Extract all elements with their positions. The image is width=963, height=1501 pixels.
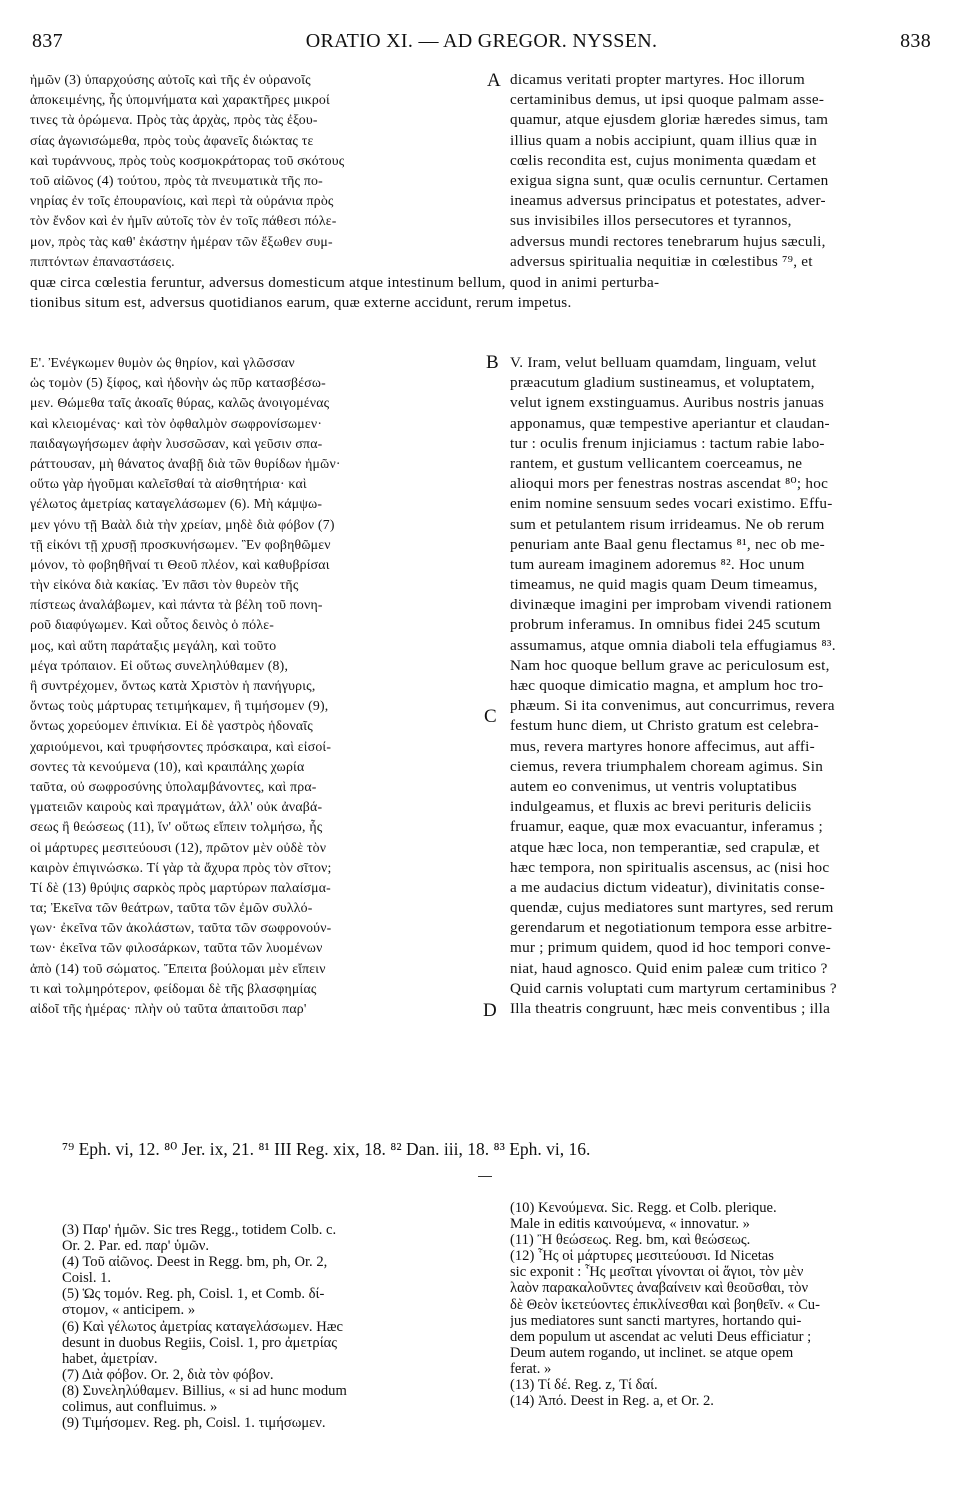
text-line: adversus spiritualia nequitiæ in cœlestibus ⁷⁹, et <box>510 252 813 270</box>
text-line: καιρὸν ἐπιγινώσκω. Τί γὰρ τὰ ἄχυρα πρὸς τὸν σῖτον; <box>30 859 332 875</box>
text-line: ταῦτα, οὐ σωφροσύνης ὑπολαμβάνοντες, καὶ πρα- <box>30 778 317 794</box>
text-line: hæc quoque dimicatio magna, et amplum hoc tro- <box>510 677 824 694</box>
text-line: μος, καὶ αὕτη παράταξις μεγάλη, καὶ τοῦτο <box>30 637 277 653</box>
text-line: λαὸν παρακαλοῦντες ἀναβαίνειν καὶ θεοῦσθαι, τὸν <box>510 1280 809 1297</box>
text-line: ἀποκειμένης, ἧς ὑπομνήματα καὶ χαρακτῆρες μικροί <box>30 92 330 108</box>
text-line: alioqui mors per fenestras nostras ascendat ⁸⁰; hoc <box>510 475 829 493</box>
page-number-left: 837 <box>32 30 63 52</box>
margin-marker-d: D <box>483 1000 497 1021</box>
text-line: dicamus veritati propter martyres. Hoc illorum <box>510 71 805 88</box>
text-line: ineamus adversus principatus et potestates, adver- <box>510 192 826 210</box>
latin-full-width-text <box>30 273 935 313</box>
latin-column-2 <box>510 353 837 1019</box>
text-line: ciemus, revera triumphalem choream agimus. Sin <box>510 757 824 775</box>
greek-column-1 <box>30 70 344 272</box>
text-line: adversus mundi rectores tenebrarum hujus sæculi, <box>510 232 826 250</box>
text-line: certaminibus demus, ut ipsi quoque palmam asse- <box>510 91 825 109</box>
text-line: ροῦ διαφύγωμεν. Καὶ οὗτος δεινὸς ὁ πόλε- <box>30 617 275 633</box>
text-line: indulgeamus, et fluxis ac brevi perituris deliciis <box>510 798 812 816</box>
text-line: μέγα τρόπαιον. Εἰ οὕτως συνεληλύθαμεν (8), <box>30 657 289 673</box>
page-header <box>30 30 933 60</box>
text-line: festum hunc diem, ut Christo gratum est celebra- <box>510 717 819 735</box>
text-line: καὶ κλειομένας· καὶ τὸν ὀφθαλμὸν σωφρονίσωμεν· <box>30 415 323 431</box>
text-line: (12) Ἧς οἱ μάρτυρες μεσιτεύουσι. Id Nicetas <box>510 1248 774 1265</box>
text-line: (14) Ἀπό. Deest in Reg. a, et Or. 2. <box>510 1393 714 1410</box>
text-line: αἰδοῖ τῆς ἡμέρας· πλὴν οὐ ταῦτα ἀπαιτοῦσι παρ' <box>30 1001 307 1016</box>
text-line: παιδαγωγήσωμεν ἁφὴν λυσσῶσαν, καὶ γεῦσιν σπα- <box>30 435 323 451</box>
text-line: Deum autem rogando, ut inclinet. se atque opem <box>510 1344 794 1361</box>
text-line: rantem, et gustum vellicantem coerceamus, ne <box>510 454 803 472</box>
text-line: ὄντως τοὺς μάρτυρας τετιμήκαμεν, ἢ τιμήσομεν (9), <box>30 698 329 714</box>
text-line: sus invisibiles illos persecutores et tyrannos, <box>510 212 792 230</box>
footnotes-right <box>510 1200 820 1409</box>
text-line: tionibus situm est, adversus quotidianos earum, quæ externe accidunt, rerum impetus. <box>30 294 572 312</box>
text-line: illius quam a nobis accipiunt, quam illius quæ in <box>510 131 818 149</box>
text-line: πιπτόντων ἐπαναστάσεις. <box>30 253 175 269</box>
text-line: jus mediatores sunt sancti martyres, hortando qui- <box>510 1312 802 1329</box>
text-line: tur : oculis frenum injiciamus : tactum rabie labo- <box>510 434 825 452</box>
text-line: δὲ Θεὸν ἱκετεύοντες ἐπικλίνεσθαι καὶ βοηθεῖν. « Cu- <box>510 1296 820 1313</box>
text-line: enim nomine sensuum sedes vocari existimo. Effu- <box>510 495 833 513</box>
text-line: habet, ἀμετρίαν. <box>62 1350 158 1367</box>
text-line: (8) Συνεληλύθαμεν. Billius, « si ad hunc modum <box>62 1382 347 1399</box>
text-line: assumamus, atque omnia diaboli tela effugiamus ⁸³. <box>510 636 836 654</box>
text-line: fruamur, eaque, quæ mox evacuantur, inferamus ; <box>510 818 823 836</box>
text-line: mus, revera martyres honore affecimus, aut affi- <box>510 737 815 755</box>
text-line: οἱ μάρτυρες μεσιτεύουσι (12), πρῶτον μὲν οὐδὲ τὸν <box>30 839 327 855</box>
text-line: Male in editis καινούμενα, « innovatur. » <box>510 1216 750 1233</box>
text-line: (11) Ἢ θεώσεως. Reg. bm, καὶ θεώσεως. <box>510 1232 751 1249</box>
text-line: καὶ τυράννους, πρὸς τοὺς κοσμοκράτορας τοῦ σκότους <box>30 152 345 168</box>
text-line: σεως ἢ θεώσεως (11), ἵν' οὕτως εἴπειν τολμήσω, ἧς <box>30 819 323 835</box>
text-line: μον, πρὸς τὰς καθ' ἑκάστην ἡμέραν τῶν ἔξωθεν συμ- <box>30 233 333 249</box>
text-line: ἢ συντρέχομεν, ὄντως κατὰ Χριστὸν ἡ πανήγυρις, <box>30 678 316 693</box>
text-line: præacutum gladium sustineamus, et voluptatem, <box>510 374 815 392</box>
text-line: desunt in duobus Regiis, Coisl. 1, pro ἀμετρίας <box>62 1334 338 1351</box>
text-line: niat, haud agnosco. Quid enim paleæ cum tritico ? <box>510 959 828 977</box>
text-line: ὡς τομὸν (5) ξίφος, καὶ ἡδονὴν ὡς πῦρ κατασβέσω- <box>30 375 326 391</box>
text-line: Or. 2. Par. ed. παρ' ὑμῶν. <box>62 1238 209 1255</box>
margin-marker-c: C <box>484 706 497 727</box>
page-number-right: 838 <box>900 30 931 52</box>
text-line: exigua signa sunt, quæ oculis cernuntur. Certamen <box>510 171 829 189</box>
text-line: Coisl. 1. <box>62 1270 112 1287</box>
text-line: τα; Ἐκεῖνα τῶν θεάτρων, ταῦτα τῶν ἐμῶν συλλό- <box>30 900 313 916</box>
text-line: gerendarum et negotiationum tempora esse arbitre- <box>510 919 833 937</box>
text-line: tum auream imaginem adoremus ⁸². Hoc unum <box>510 555 805 573</box>
text-line: γματειῶν καιροὺς καὶ πραγμάτων, ἀλλ' οὐκ ἀναβά- <box>30 799 323 815</box>
greek-column-2 <box>30 353 341 1019</box>
text-line: atque hæc loca, non temperantiæ, sed crapulæ, et <box>510 838 820 856</box>
margin-marker-a: A <box>487 70 501 91</box>
text-line: ἀπὸ (14) τοῦ σώματος. Ἔπειτα βούλομαι μὲν εἴπειν <box>30 960 326 976</box>
text-line: ὄντως χορεύομεν ἐπινίκια. Εἰ δὲ γαστρὸς ἡδοναῖς <box>30 718 313 734</box>
text-line: σίας ἀγωνισώμεθα, πρὸς τοὺς ἀφανεῖς διώκτας τε <box>30 132 314 148</box>
text-line: (13) Τί δέ. Reg. z, Τί δαί. <box>510 1377 658 1394</box>
text-line: Τί δὲ (13) θρύψις σαρκὸς πρὸς μαρτύρων παλαίσμα- <box>30 879 331 895</box>
text-line: apponamus, quæ tempestive aperiantur et claudan- <box>510 414 830 432</box>
text-line: ράττουσαν, μὴ θάνατος ἀναβῇ διὰ τῶν θυρίδων ἡμῶν· <box>30 455 341 471</box>
text-line: γέλωτος ἀμετρίας καταγελάσωμεν (6). Μὴ κάμψω- <box>30 496 323 512</box>
text-line: V. Iram, velut belluam quamdam, linguam, velut <box>510 354 817 371</box>
text-line: Illa theatris congruunt, hæc meis conventibus ; illa <box>510 1000 831 1017</box>
footnotes-left <box>62 1222 347 1431</box>
text-line: τῇ εἰκόνι τῇ χρυσῇ προσκυνήσωμεν. Ἓν φοβηθῶμεν <box>30 536 331 552</box>
text-line: quendæ, cujus mediatores sunt martyres, sed rerum <box>510 899 834 917</box>
text-line: (5) Ὡς τομόν. Reg. ph, Coisl. 1, et Comb. δί- <box>62 1286 325 1303</box>
margin-marker-b: B <box>486 352 499 373</box>
text-line: Ε'. Ἐνέγκωμεν θυμὸν ὡς θηρίον, καὶ γλῶσσαν <box>30 355 295 370</box>
text-line: γων· ἐκεῖνα τῶν ἀκολάστων, ταῦτα τῶν σωφρονούν- <box>30 920 332 936</box>
footnote-divider <box>478 1176 492 1177</box>
text-line: νηρίας ἐν τοῖς ἐπουρανίοις, καὶ περὶ τὰ οὐράνια πρὸς <box>30 193 334 209</box>
text-line: (3) Παρ' ἡμῶν. Sic tres Regg., totidem Colb. c. <box>62 1222 337 1238</box>
text-line: probrum inferamus. In omnibus fidei 245 scutum <box>510 616 821 634</box>
text-line: dem populum ut ascendat ac veluti Deus efficiatur ; <box>510 1328 812 1345</box>
text-line: οὕτω γὰρ ἡγοῦμαι καλεῖσθαί τὰ αἰσθητήρια· καὶ <box>30 476 307 492</box>
text-line: colimus, aut confluimus. » <box>62 1399 218 1416</box>
text-line: phæum. Si ita convenimus, aut concurrimus, revera <box>510 697 835 715</box>
text-line: (7) Διὰ φόβον. Or. 2, διὰ τὸν φόβον. <box>62 1366 274 1383</box>
text-line: τι καὶ τολμηρότερον, φείδομαι δὲ τῆς βλασφημίας <box>30 980 317 996</box>
text-line: τοῦ αἰῶνος (4) τούτου, πρὸς τὰ πνευματικὰ τῆς πο- <box>30 172 323 188</box>
text-line: τὸν ἔνδον καὶ ἐν ἡμῖν αὐτοῖς τὸν ἐν τοῖς πάθεσι πόλε- <box>30 213 337 229</box>
text-line: quamur, atque ejusdem gloriæ hæredes simus, tam <box>510 111 829 129</box>
text-line: penuriam ante Baal genu flectamus ⁸¹, nec ob me- <box>510 535 825 553</box>
latin-column-1 <box>510 70 828 272</box>
text-line: (9) Τιμήσομεν. Reg. ph, Coisl. 1. τιμήσωμεν. <box>62 1415 326 1432</box>
text-line: (6) Καὶ γέλωτος ἀμετρίας καταγελάσωμεν. Hæc <box>62 1318 343 1335</box>
text-line: velut ignem exstinguamus. Auribus nostris januas <box>510 394 825 412</box>
text-line: ἡμῶν (3) ὑπαρχούσης αὐτοῖς καὶ τῆς ἐν οὐρανοῖς <box>30 72 311 87</box>
text-line: Quid carnis voluptati cum martyrum certaminibus ? <box>510 979 837 997</box>
text-line: autem eo convenimus, ut ventris voluptatibus <box>510 777 797 795</box>
text-line: mur ; primum quidem, quod id hoc tempori conve- <box>510 939 831 957</box>
text-line: στομον, « anticipem. » <box>62 1302 196 1319</box>
text-line: divinæque imagini per improbam vivendi rationem <box>510 596 832 614</box>
text-line: Nam hoc quoque bellum grave ac periculosum est, <box>510 656 830 674</box>
text-line: μόνον, τὸ φοβηθῆναί τι Θεοῦ πλέον, καὶ καθυβρίσαι <box>30 556 330 572</box>
text-line: a me audacius dictum videatur), divinitatis conse- <box>510 878 825 896</box>
scripture-references: ⁷⁹ Eph. vi, 12. ⁸⁰ Jer. ix, 21. ⁸¹ III Reg. xix, 18. ⁸² Dan. iii, 18. ⁸³ Eph. vi, 16. <box>62 1139 591 1159</box>
text-line: timeamus, ne quid magis quam Deum timeamus, <box>510 576 818 594</box>
text-line: πίστεως ἀναλάβωμεν, καὶ πάντα τὰ βέλη τοῦ πονη- <box>30 597 323 613</box>
text-line: μεν γόνυ τῇ Βαὰλ διὰ τὴν χρείαν, μηδὲ διὰ φόβον (7) <box>30 516 335 532</box>
running-title: ORATIO XI. — AD GREGOR. NYSSEN. <box>305 30 658 52</box>
text-line: hæc tempora, non spiritualis ascensus, ac (nisi hoc <box>510 858 830 876</box>
text-line: τινες τὰ ὁρώμενα. Πρὸς τὰς ἀρχὰς, πρὸς τὰς ἐξου- <box>30 112 318 128</box>
text-line: μεν. Θώμεθα ταῖς ἀκοαῖς θύρας, καλῶς ἀνοιγομένας <box>30 395 330 411</box>
text-line: των· ἐκεῖνα τῶν φιλοσάρκων, ταῦτα τῶν λυομένων <box>30 940 323 956</box>
text-line: ferat. » <box>510 1360 552 1377</box>
text-line: sic exponit : Ἧς μεσῖται γίνονται οἱ ἅγιοι, τὸν μὲν <box>510 1264 804 1281</box>
text-line: (4) Τοῦ αἰῶνος. Deest in Regg. bm, ph, Or. 2, <box>62 1254 328 1271</box>
text-line: χαριούμενοι, καὶ τρυφήσοντες πρόσκαιρα, καὶ εἰσοί- <box>30 738 332 754</box>
text-line: σοντες τὰ κενούμενα (10), καὶ κραιπάλης χωρία <box>30 758 305 774</box>
text-line: (10) Κενούμενα. Sic. Regg. et Colb. plerique. <box>510 1200 777 1216</box>
text-line: cœlis recondita est, cujus monimenta quædam et <box>510 151 817 169</box>
text-line: τὴν εἰκόνα διὰ κακίας. Ἐν πᾶσι τὸν θυρεὸν τῆς <box>30 577 299 593</box>
text-line: quæ circa cœlestia feruntur, adversus domesticum atque intestinum bellum, quod in animi perturba- <box>30 274 660 291</box>
text-line: sum et petulantem risum irrideamus. Ne ob rerum <box>510 515 825 533</box>
